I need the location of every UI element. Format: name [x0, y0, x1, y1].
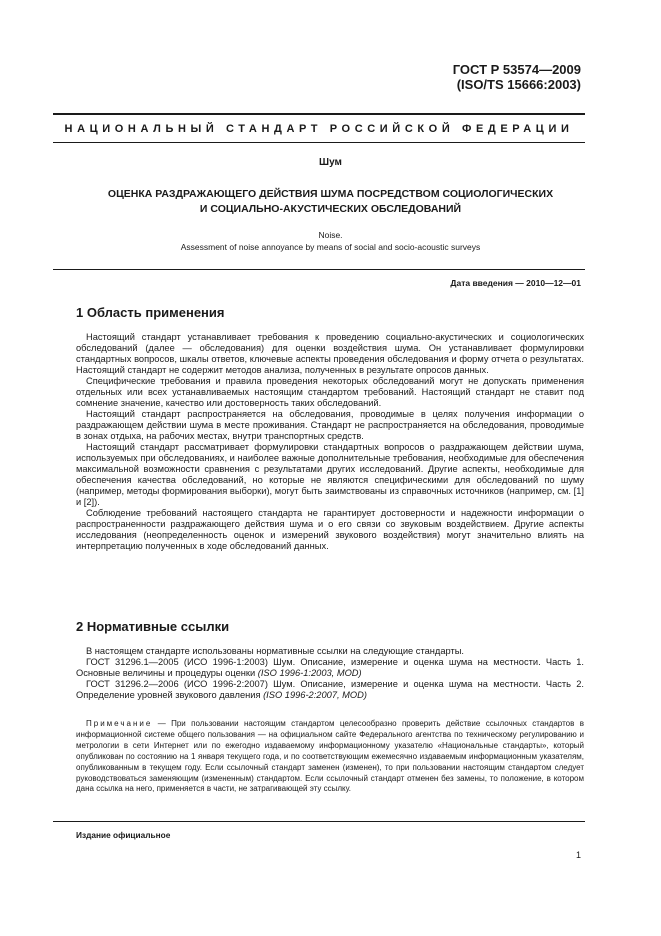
paragraph: Соблюдение требований настоящего стандарта не гарантирует достоверности и надежности информации о распространенности раздражающего действия шума и о его связи со звуковым воздействием. Другие аспекты исследования (неопределенность оценок и измерений звукового воздействия) могут значительно влиять на интерпретацию полученных в ходе обследований данных.	[76, 508, 584, 551]
title-bottom-rule	[53, 269, 585, 270]
footer-rule	[53, 821, 585, 822]
introduction-date: Дата введения — 2010—12—01	[450, 278, 581, 288]
paragraph: Специфические требования и правила проведения некоторых обследований могут не допускать применения отдельных или всех устанавливаемых настоящим стандартом требований. Настоящий стандарт не ставит под сомнение значение, качество или достоверность таких обследований.	[76, 376, 584, 408]
section-1-body	[76, 332, 584, 552]
title-line-2: И СОЦИАЛЬНО-АКУСТИЧЕСКИХ ОБСЛЕДОВАНИЙ	[199, 203, 462, 215]
reference-1-text: ГОСТ 31296.1—2005 (ИСО 1996-1:2003) Шум. Описание, измерение и оценка шума на местности. Часть 1. Основные величины и процедуры оценки	[76, 657, 584, 678]
page-number: 1	[575, 850, 581, 860]
note-label: Примечание	[86, 719, 153, 728]
edition-label: Издание официальное	[76, 830, 171, 840]
english-title-line-1: Noise.	[318, 230, 343, 240]
paragraph: Настоящий стандарт устанавливает требования к проведению социально-акустических и социологических обследований (далее — обследования) для оценки воздействия шума. Он устанавливает формулировки стандартных вопросов, шкалы ответов, ключевые аспекты проведения обследования и форму отчета о результатах. Настоящий стандарт не содержит методов анализа, полученных в результате опросов данных.	[76, 332, 584, 375]
english-title-line-2: Assessment of noise annoyance by means of social and socio-acoustic surveys	[180, 242, 481, 252]
top-rule	[53, 113, 585, 115]
paragraph: В настоящем стандарте использованы нормативные ссылки на следующие стандарты.	[86, 646, 465, 656]
standard-code-block	[453, 62, 581, 92]
paragraph: Настоящий стандарт распространяется на обследования, проводимые в целях получения информации о раздражающем действии шума в месте проживания. Стандарт не распространяется на обследования, проводимые в зонах отдыха, на рабочих местах, внутри транспортных средств.	[76, 409, 584, 441]
paragraph: Настоящий стандарт рассматривает формулировки стандартных вопросов о раздражающем действии шума, используемых при обследованиях, и наиболее важные дополнительные требования, необходимые для обеспечения максимальной возможности сравнения с результатами других исследований. Другие аспекты, необходимые для обеспечения качества обследований, но которые не являются специфическими для обследований по шуму (например, методы формирования выборки), могут быть заимствованы из справочных источников (например, см. [1] и [2]).	[76, 442, 584, 507]
note-text: — При пользовании настоящим стандартом целесообразно проверить действие ссылочных стандартов в информационной системе общего пользования — на официальном сайте Федерального агентства по техническому регулированию и метрологии в сети Интернет или по ежегодно издаваемому информационному указателю «Национальные стандарты», который опубликован по состоянию на 1 января текущего года, и по соответствующим ежемесячно издаваемым информационным указателям, опубликованным в текущем году. Если ссылочный стандарт заменен (изменен), то при пользовании настоящим стандартом следует руководствоваться заменяющим (измененным) стандартом. Если ссылочный стандарт отменен без замены, то положение, в котором дана ссылка на него, применяется в части, не затрагивающей эту ссылку.	[76, 719, 584, 794]
reference-2-text: ГОСТ 31296.2—2006 (ИСО 1996-2:2007) Шум. Описание, измерение и оценка шума на местности. Часть 2. Определение уровней звукового давления	[76, 679, 584, 700]
reference-1-iso: (ISO 1996-1:2003, MOD)	[257, 668, 362, 678]
title-line-1: ОЦЕНКА РАЗДРАЖАЮЩЕГО ДЕЙСТВИЯ ШУМА ПОСРЕДСТВОМ СОЦИОЛОГИЧЕСКИХ	[107, 188, 554, 200]
section-2-body	[76, 646, 584, 701]
english-title	[60, 229, 601, 253]
upper-thin-rule	[53, 142, 585, 143]
topic-heading: Шум	[319, 157, 342, 168]
section-2-heading: 2 Нормативные ссылки	[76, 619, 230, 634]
iso-code: (ISO/TS 15666:2003)	[456, 77, 581, 92]
section-1-heading: 1 Область применения	[76, 305, 225, 320]
reference-2-iso: (ISO 1996-2:2007, MOD)	[263, 690, 367, 700]
national-standard-line: НАЦИОНАЛЬНЫЙ СТАНДАРТ РОССИЙСКОЙ ФЕДЕРАЦИИ	[64, 123, 574, 135]
standard-code: ГОСТ Р 53574—2009	[452, 62, 581, 77]
note	[76, 719, 584, 795]
document-title	[60, 187, 601, 217]
reference-2	[76, 679, 584, 701]
reference-1	[76, 657, 584, 679]
